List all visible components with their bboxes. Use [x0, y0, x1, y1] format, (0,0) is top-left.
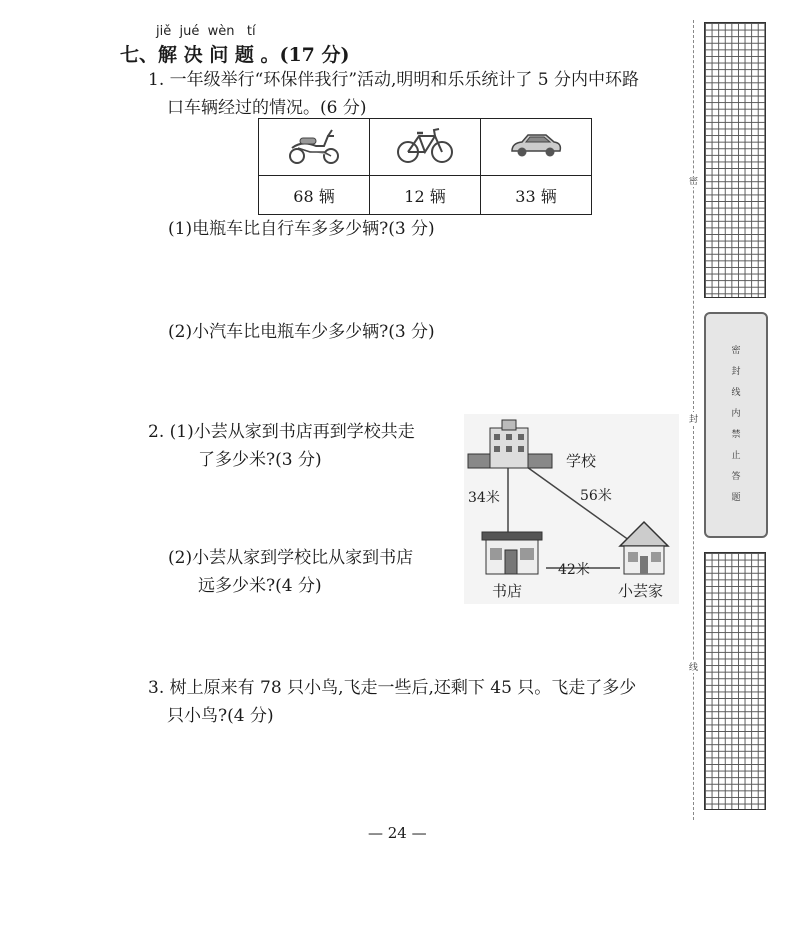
table-cell-car-icon [481, 119, 592, 176]
question-1-line-1: 1. 一年级举行“环保伴我行”活动,明明和乐乐统计了 5 分内中环路 [148, 70, 640, 90]
question-1-sub-2: (2)小汽车比电瓶车少多少辆?(3 分) [168, 322, 435, 342]
bookstore-building-icon [482, 532, 542, 574]
seal-mark-xian: 线 [689, 660, 698, 673]
notice-char: 线 [731, 388, 741, 398]
route-map [464, 414, 679, 604]
seal-notice-box [704, 312, 768, 538]
car-count: 33 辆 [481, 176, 592, 215]
question-2-sub-2-line-1: (2)小芸从家到学校比从家到书店 [168, 548, 414, 568]
distance-school-bookstore: 34米 [468, 490, 500, 506]
distance-bookstore-home: 42米 [558, 562, 590, 578]
map-label-school: 学校 [566, 452, 597, 470]
bicycle-count: 12 辆 [370, 176, 481, 215]
notice-char: 封 [731, 367, 741, 377]
electric-scooter-icon [284, 124, 344, 166]
question-3-text [148, 674, 688, 730]
question-2-sub-2 [168, 544, 413, 600]
scratch-grid-bottom [704, 552, 766, 810]
distance-school-home: 56米 [580, 488, 612, 504]
map-label-bookstore: 书店 [492, 582, 523, 600]
bicycle-icon [393, 124, 457, 166]
question-3-line-2: 只小鸟?(4 分) [167, 706, 274, 726]
table-cell-bicycle-icon [370, 119, 481, 176]
seal-mark-feng: 封 [689, 412, 698, 425]
notice-char: 止 [731, 451, 741, 461]
notice-char: 答 [731, 472, 741, 482]
page-number: — 24 — [368, 824, 427, 842]
notice-char: 内 [731, 409, 741, 419]
car-icon [508, 127, 564, 163]
question-2-sub-1-line-2: 了多少米?(3 分) [198, 450, 322, 470]
section-title: 七、解 决 问 题 。(17 分) [120, 44, 350, 66]
question-1-line-2: 口车辆经过的情况。(6 分) [167, 98, 367, 118]
question-3-line-1: 3. 树上原来有 78 只小鸟,飞走一些后,还剩下 45 只。飞走了多少 [148, 678, 637, 698]
map-label-home: 小芸家 [618, 582, 664, 600]
seal-mark-mi: 密 [689, 174, 698, 187]
table-cell-scooter-icon [259, 119, 370, 176]
scratch-grid-top [704, 22, 766, 298]
scooter-count: 68 辆 [259, 176, 370, 215]
question-2-sub-2-line-2: 远多少米?(4 分) [198, 576, 322, 596]
vehicle-count-table [258, 118, 592, 215]
notice-char: 题 [731, 493, 741, 503]
section-title-pinyin: jiě jué wèn tí [156, 24, 256, 39]
question-2-sub-1 [148, 418, 415, 474]
question-2-sub-1-line-1: 2. (1)小芸从家到书店再到学校共走 [148, 422, 415, 442]
notice-char: 密 [731, 346, 741, 356]
notice-char: 禁 [731, 430, 741, 440]
question-1-text [148, 66, 678, 122]
question-1-sub-1: (1)电瓶车比自行车多多少辆?(3 分) [168, 219, 435, 239]
